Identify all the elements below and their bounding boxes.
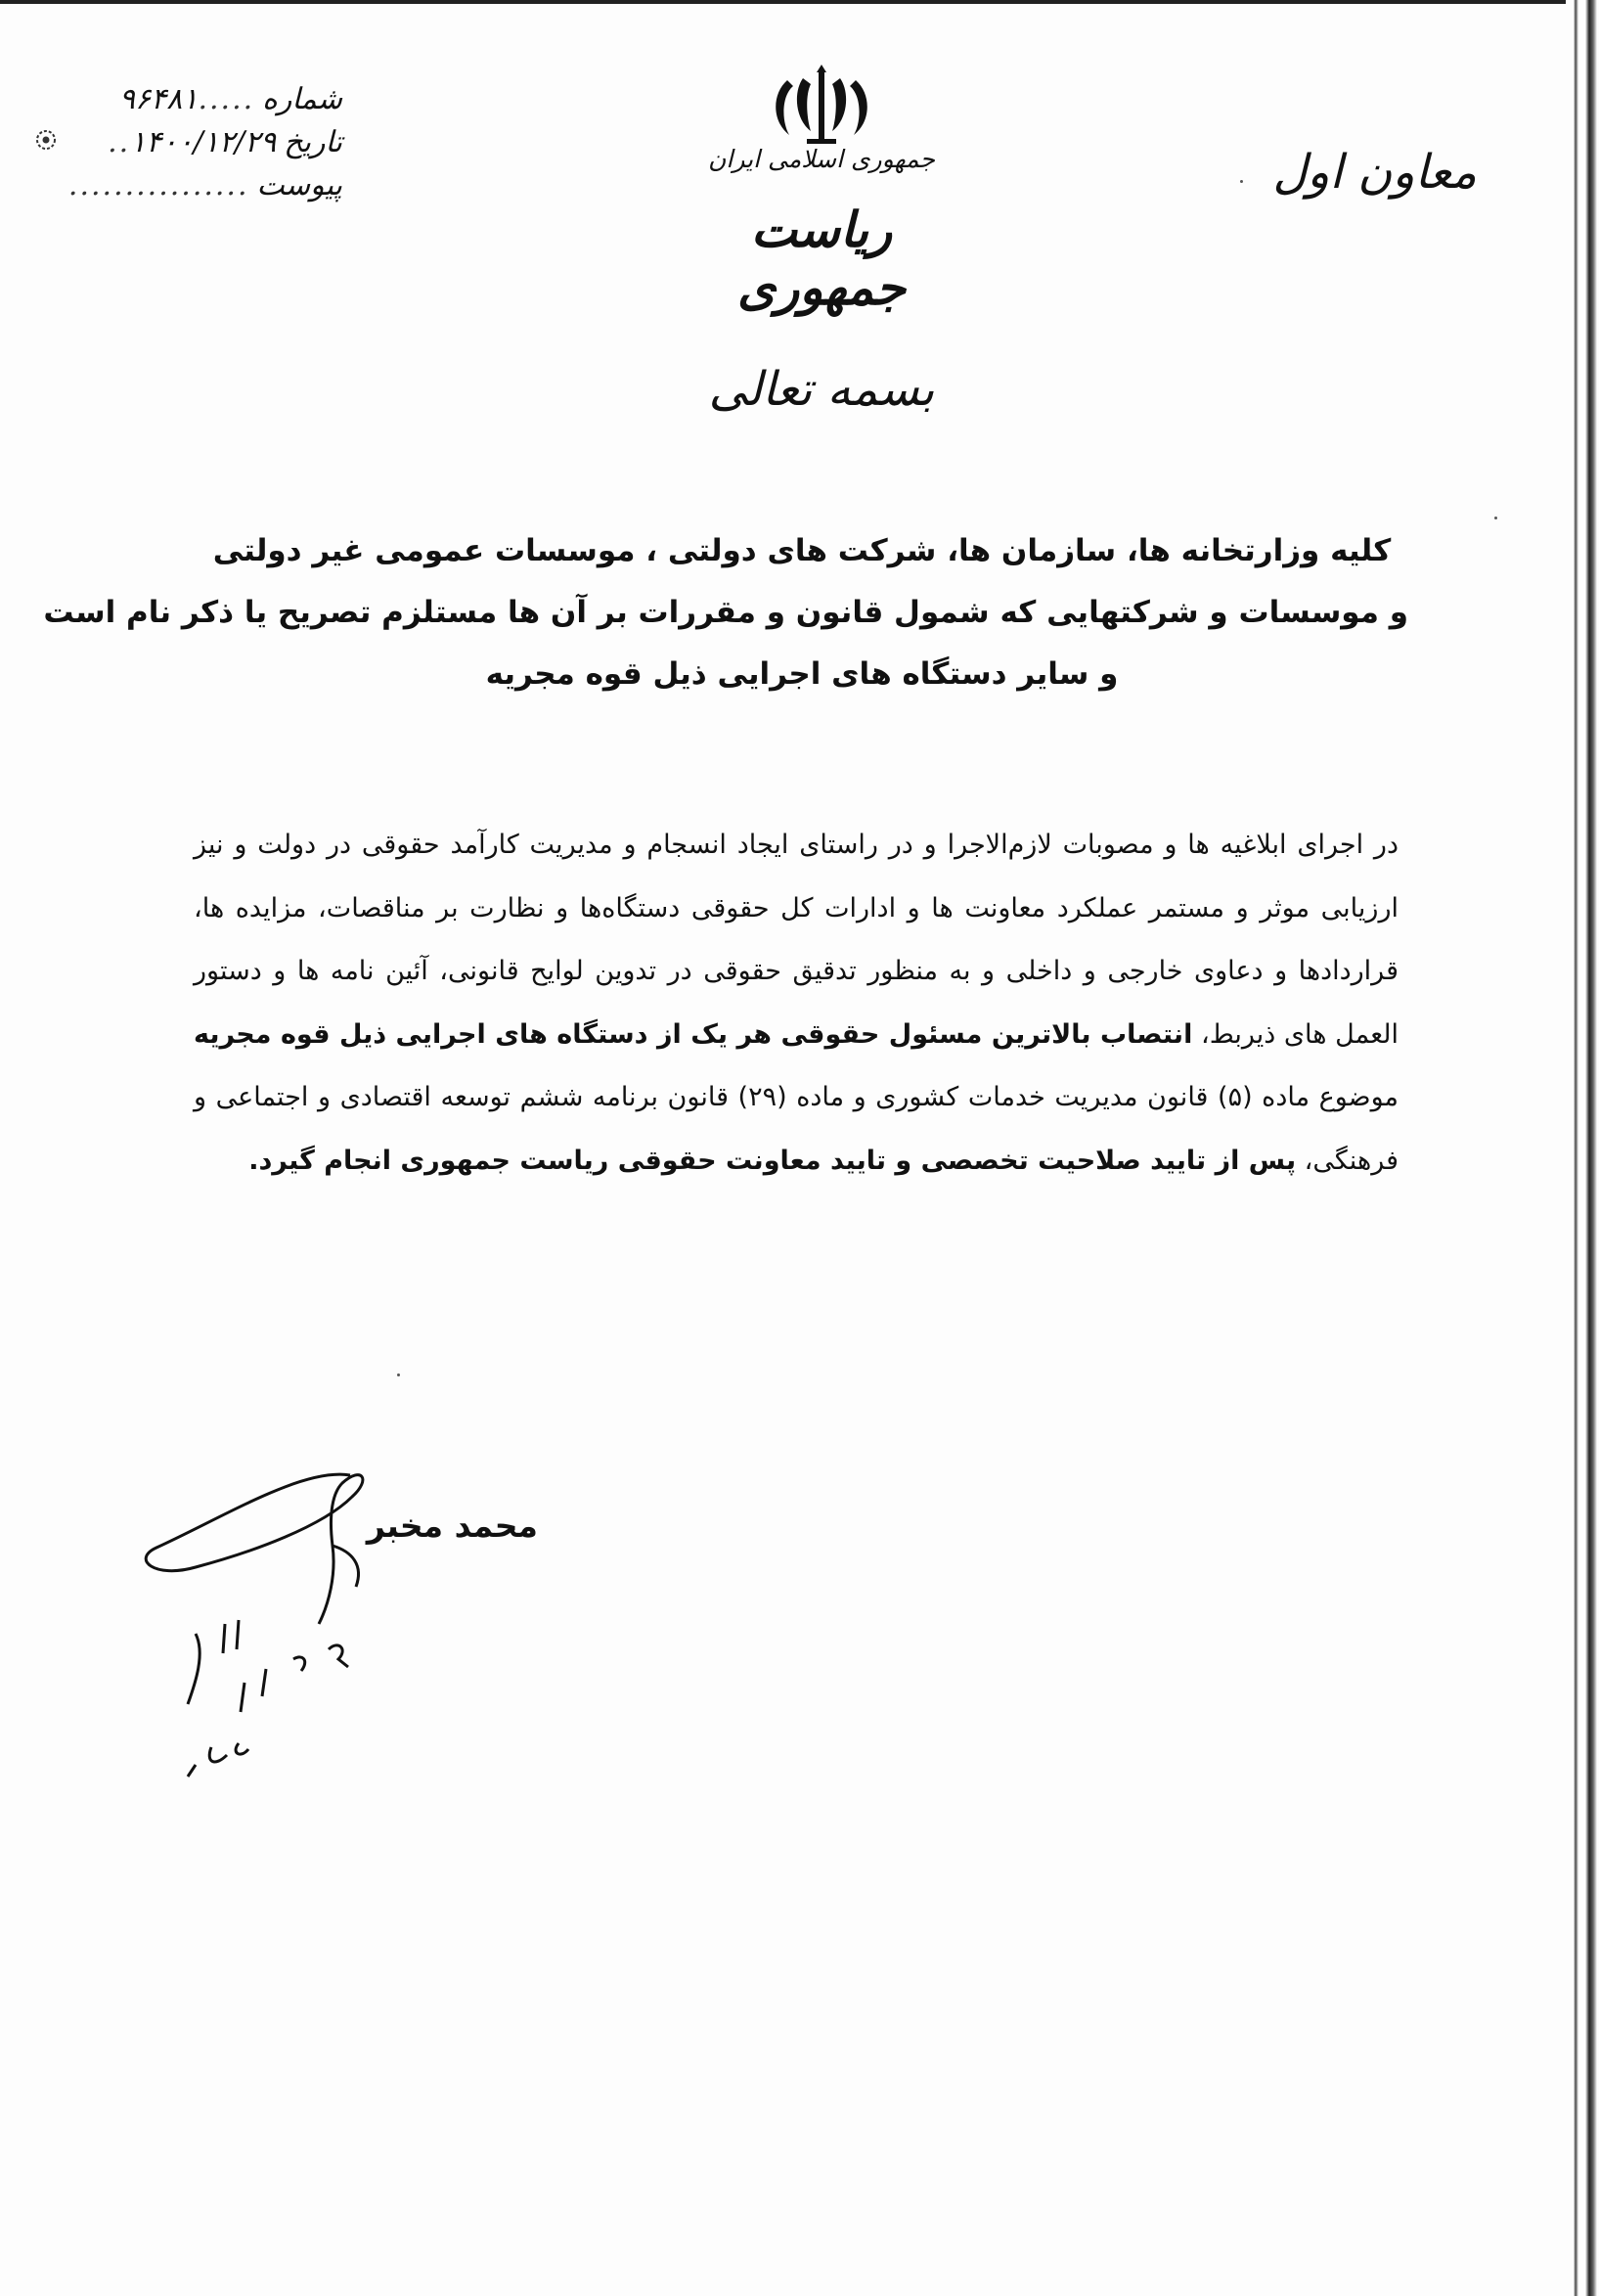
scan-edge-top	[0, 0, 1599, 4]
number-value: ۹۶۴۸۱	[118, 82, 199, 116]
body-text-bold: انتصاب بالاترین مسئول حقوقی هر یک از دستگاه های اجرایی ذیل قوه مجریه	[194, 1018, 1193, 1050]
date-value: ۱۴۰۰/۱۲/۲۹	[130, 125, 277, 159]
addressee-line: کلیه وزارتخانه ها، سازمان ها، شرکت های دولتی ، موسسات عمومی غیر دولتی	[212, 533, 1392, 568]
dotted-leader: ................	[67, 168, 249, 203]
attachment-label: پیوست	[256, 168, 342, 203]
addressee-line: و سایر دستگاه های اجرایی ذیل قوه مجریه	[485, 656, 1119, 692]
body-text-bold: پس از تایید صلاحیت تخصصی و تایید معاونت حقوقی ریاست جمهوری انجام گیرد.	[248, 1145, 1297, 1176]
vice-president-title: معاون اول	[1272, 145, 1477, 200]
reference-number-row	[59, 78, 342, 121]
invocation: بسمه تعالی	[708, 362, 935, 417]
dotted-leader: ..	[108, 125, 131, 159]
body-text-regular: در اجرای ابلاغیه ها و مصوبات لازم‌الاجرا و در راستای ایجاد انسجام و مدیریت کارآمد حقوقی در دولت و نیز ارزیابی موثر و مستمر عملکرد معاونت ها و ادارات کل حقوقی دستگاه‌ها و نظارت بر مناقصات، مزایده ها، قراردادها و دعاوی خارجی و داخلی و به منظور تدقیق حقوقی در تدوین لوایح قانونی، آئین نامه ها و دستور العمل های ذیربط،	[194, 830, 1399, 1050]
scan-speck	[397, 1373, 400, 1376]
emblem-icon	[768, 61, 875, 149]
signer-name: محمد مخبر	[366, 1507, 538, 1545]
scan-speck	[1494, 517, 1497, 519]
reference-attachment-row	[59, 164, 342, 207]
scan-edge-right	[1566, 0, 1599, 2296]
body-text-regular: موضوع ماده (۵) قانون مدیریت خدمات کشوری و ماده (۲۹) قانون برنامه ششم توسعه اقتصادی و اجتماعی و فرهنگی،	[194, 1082, 1399, 1176]
body-paragraph	[194, 814, 1399, 1193]
addressee-line: و موسسات و شرکتهایی که شمول قانون و مقررات بر آن ها مستلزم تصریح یا ذکر نام است	[43, 595, 1408, 630]
office-title: ریاست جمهوری	[737, 201, 906, 316]
date-label: تاریخ	[284, 125, 342, 159]
scan-speck	[1240, 180, 1243, 183]
number-label: شماره	[262, 82, 342, 116]
reference-date-row	[59, 121, 342, 164]
country-name: جمهوری اسلامی ایران	[708, 145, 935, 173]
stamp-icon	[35, 129, 57, 151]
reference-block	[59, 78, 342, 207]
handwritten-signature	[137, 1458, 528, 1849]
dotted-leader: .....	[198, 82, 255, 116]
addressee-block	[43, 520, 1408, 705]
